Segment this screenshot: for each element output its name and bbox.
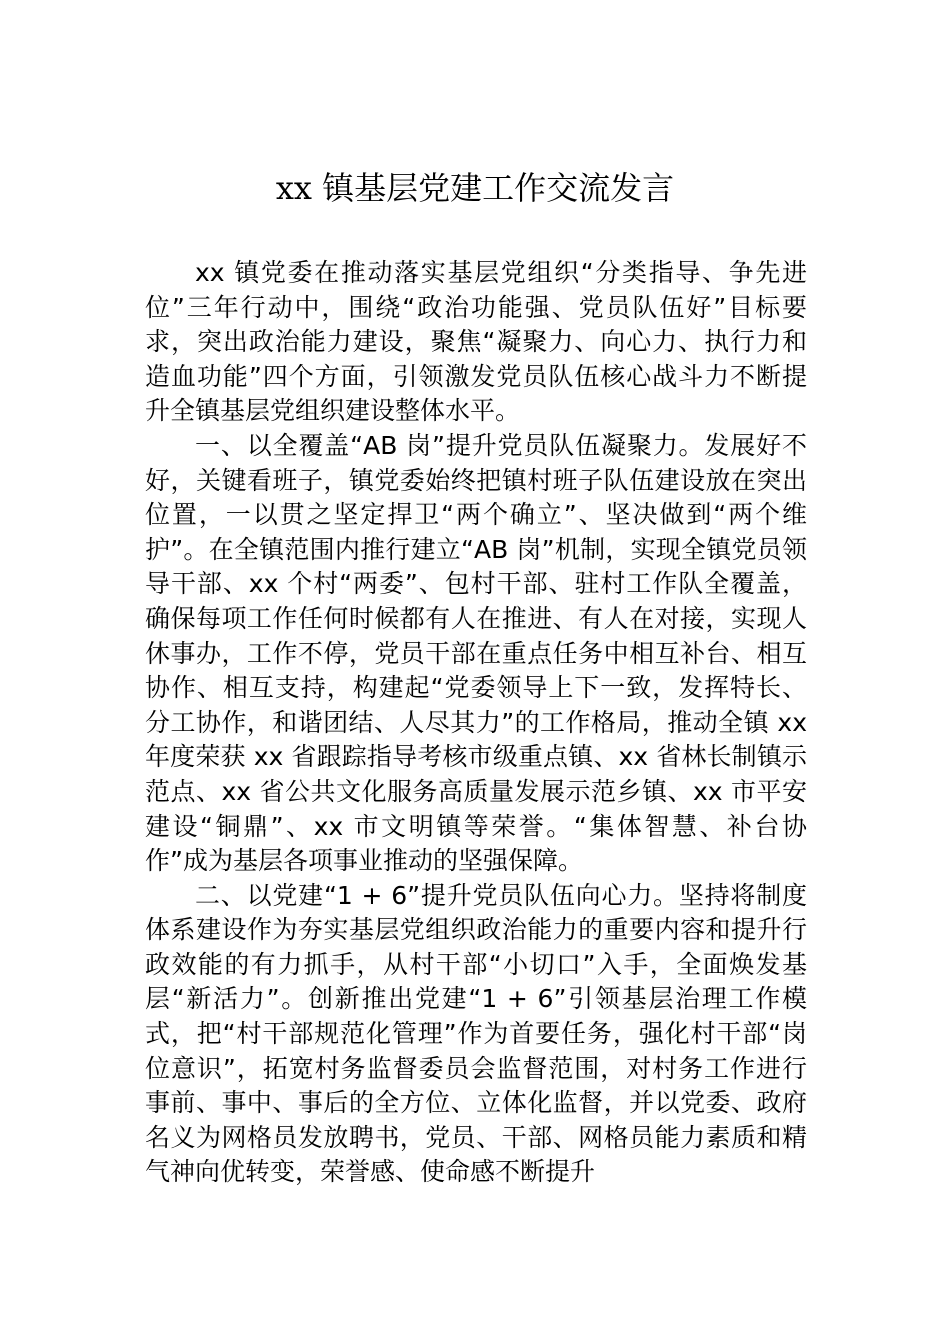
paragraph-section-one: 一、以全覆盖“AB 岗”提升党员队伍凝聚力。发展好不好，关键看班子，镇党委始终把镇村班子队伍建设放在突出位置，一以贯之坚定捍卫“两个确立”、坚决做到“两个维护”。在全镇范围内推行建立“AB 岗”机制，实现全镇党员领导干部、xx 个村“两委”、包村干部、驻村工作队全覆盖，确保每项工作任何时候都有人在推进、有人在对接，实现人休事办，工作不停，党员干部在重点任务中相互补台、相互协作、相互支持，构建起“党委领导上下一致，发挥特长、分工协作，和谐团结、人尽其力”的工作格局，推动全镇 xx 年度荣获 xx 省跟踪指导考核市级重点镇、xx 省林长制镇示范点、xx 省公共文化服务高质量发展示范乡镇、xx 市平安建设“铜鼎”、xx 市文明镇等荣誉。“集体智慧、补台协作”成为基层各项事业推动的坚强保障。 bbox=[145, 430, 807, 876]
document-body bbox=[145, 256, 807, 1190]
paragraph-section-two: 二、以党建“1 + 6”提升党员队伍向心力。坚持将制度体系建设作为夯实基层党组织政治能力的重要内容和提升行政效能的有力抓手，从村干部“小切口”入手，全面焕发基层“新活力”。创新推出党建“1 + 6”引领基层治理工作模式，把“村干部规范化管理”作为首要任务，强化村干部“岗位意识”，拓宽村务监督委员会监督范围，对村务工作进行事前、事中、事后的全方位、立体化监督，并以党委、政府名义为网格员发放聘书，党员、干部、网格员能力素质和精气神向优转变，荣誉感、使命感不断提升 bbox=[145, 880, 807, 1187]
paragraph-intro: xx 镇党委在推动落实基层党组织“分类指导、争先进位”三年行动中，围绕“政治功能强、党员队伍好”目标要求，突出政治能力建设，聚焦“凝聚力、向心力、执行力和造血功能”四个方面，引领激发党员队伍核心战斗力不断提升全镇基层党组织建设整体水平。 bbox=[145, 258, 807, 426]
document-title: xx 镇基层党建工作交流发言 bbox=[275, 169, 675, 207]
